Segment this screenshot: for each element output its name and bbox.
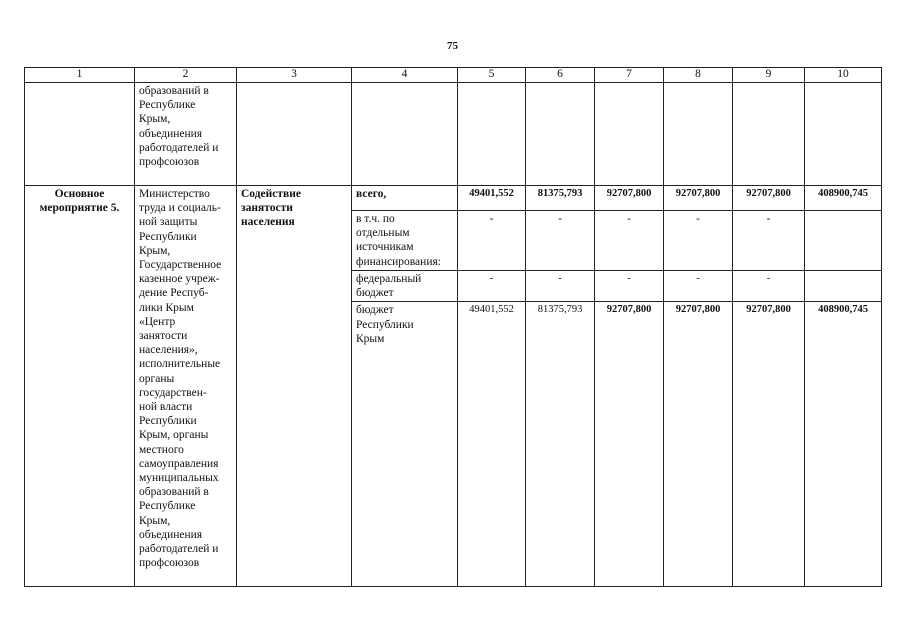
header-cell: 6 — [526, 68, 595, 83]
header-cell: 9 — [733, 68, 805, 83]
text-line: Министерство — [139, 188, 210, 200]
text-line: работодателей и — [139, 141, 219, 154]
table-cell — [664, 83, 733, 186]
header-cell: 7 — [595, 68, 664, 83]
text-line: Основное — [54, 188, 105, 200]
table-cell — [526, 83, 595, 186]
text-line: образований в — [139, 486, 209, 499]
text-line: ной защиты — [139, 216, 198, 229]
value-cell: 92707,800 — [733, 302, 805, 587]
text-line: исполнительные — [139, 358, 221, 371]
continuation-executors-cell — [135, 83, 237, 186]
table-cell — [237, 83, 352, 186]
text-line: образований в — [139, 85, 209, 97]
text-line: работодателей и — [139, 543, 219, 556]
text-line: населения — [241, 216, 295, 229]
text-line: занятости — [139, 330, 188, 343]
value-cell: 49401,552 — [458, 186, 526, 211]
header-cell: 3 — [237, 68, 352, 83]
value-cell: 408900,745 — [805, 302, 882, 587]
measure-title-cell — [25, 186, 135, 587]
header-cell: 5 — [458, 68, 526, 83]
value-cell: - — [526, 271, 595, 302]
value-cell: - — [664, 271, 733, 302]
value-cell: 81375,793 — [526, 186, 595, 211]
text-line: Крым, — [139, 514, 171, 527]
text-line: «Центр — [139, 315, 176, 328]
value-cell: - — [664, 211, 733, 271]
header-cell: 10 — [805, 68, 882, 83]
text-line: населения», — [139, 344, 198, 357]
text-line: объединения — [139, 528, 203, 541]
continuation-row — [25, 83, 882, 186]
value-cell: - — [458, 271, 526, 302]
funding-source-cell — [352, 302, 458, 587]
value-cell — [805, 271, 882, 302]
text-line: объединения — [139, 127, 203, 140]
text-line: лики Крым — [139, 301, 194, 314]
text-line: мероприятие 5. — [39, 202, 120, 215]
text-line: труда и социаль- — [139, 202, 221, 215]
text-line: профсоюзов — [139, 156, 200, 169]
value-cell: 92707,800 — [664, 186, 733, 211]
text-line: самоуправления — [139, 457, 219, 470]
text-line: финансирования: — [356, 255, 441, 268]
text-line: Республики — [139, 415, 197, 428]
text-line: отдельным — [356, 227, 410, 240]
text-line: казенное учреж- — [139, 273, 220, 286]
text-line: Крым, органы — [139, 429, 209, 442]
funding-source-cell: всего, — [352, 186, 458, 211]
text-line: государствен- — [139, 386, 207, 399]
funding-source-cell — [352, 271, 458, 302]
value-cell: 92707,800 — [733, 186, 805, 211]
text-line: Крым, — [139, 113, 171, 126]
page-number: 75 — [447, 40, 458, 52]
header-cell: 4 — [352, 68, 458, 83]
text-line: Крым — [356, 332, 385, 345]
header-row — [25, 68, 882, 83]
value-cell: - — [733, 211, 805, 271]
value-cell: 81375,793 — [526, 302, 595, 587]
text-line: Республики — [356, 318, 414, 331]
text-line: Крым, — [139, 244, 171, 257]
text-line: ной власти — [139, 401, 193, 414]
text-line: Республике — [139, 99, 196, 112]
text-line: федеральный — [356, 273, 422, 285]
text-line: Республики — [139, 230, 197, 243]
value-cell: - — [458, 211, 526, 271]
table-cell — [805, 83, 882, 186]
text-line: занятости — [241, 202, 293, 215]
text-line: источникам — [356, 241, 414, 254]
measure-executors-cell — [135, 186, 237, 587]
header-cell: 1 — [25, 68, 135, 83]
value-cell: - — [733, 271, 805, 302]
table-cell — [733, 83, 805, 186]
header-cell: 2 — [135, 68, 237, 83]
text-line: местного — [139, 443, 184, 456]
text-line: Республике — [139, 500, 196, 513]
text-line: бюджет — [356, 287, 394, 300]
text-line: Государственное — [139, 259, 222, 272]
table-cell — [458, 83, 526, 186]
text-line: бюджет — [356, 304, 394, 317]
header-cell: 8 — [664, 68, 733, 83]
funding-source-cell — [352, 211, 458, 271]
value-cell: - — [526, 211, 595, 271]
text-line: муниципальных — [139, 472, 219, 485]
table-cell — [352, 83, 458, 186]
table-cell — [25, 83, 135, 186]
measure-name-cell — [237, 186, 352, 587]
value-cell: 92707,800 — [595, 302, 664, 587]
value-cell: - — [595, 271, 664, 302]
funding-row-total — [25, 186, 882, 211]
table-cell — [595, 83, 664, 186]
text-line: в т.ч. по — [356, 213, 395, 225]
value-cell — [805, 211, 882, 271]
value-cell: 92707,800 — [595, 186, 664, 211]
value-cell: - — [595, 211, 664, 271]
value-cell: 49401,552 — [458, 302, 526, 587]
text-line: органы — [139, 372, 175, 385]
text-line: профсоюзов — [139, 557, 200, 570]
value-cell: 408900,745 — [805, 186, 882, 211]
text-line: дение Респуб- — [139, 287, 209, 300]
budget-table — [24, 67, 882, 587]
text-line: Содействие — [241, 188, 301, 200]
value-cell: 92707,800 — [664, 302, 733, 587]
